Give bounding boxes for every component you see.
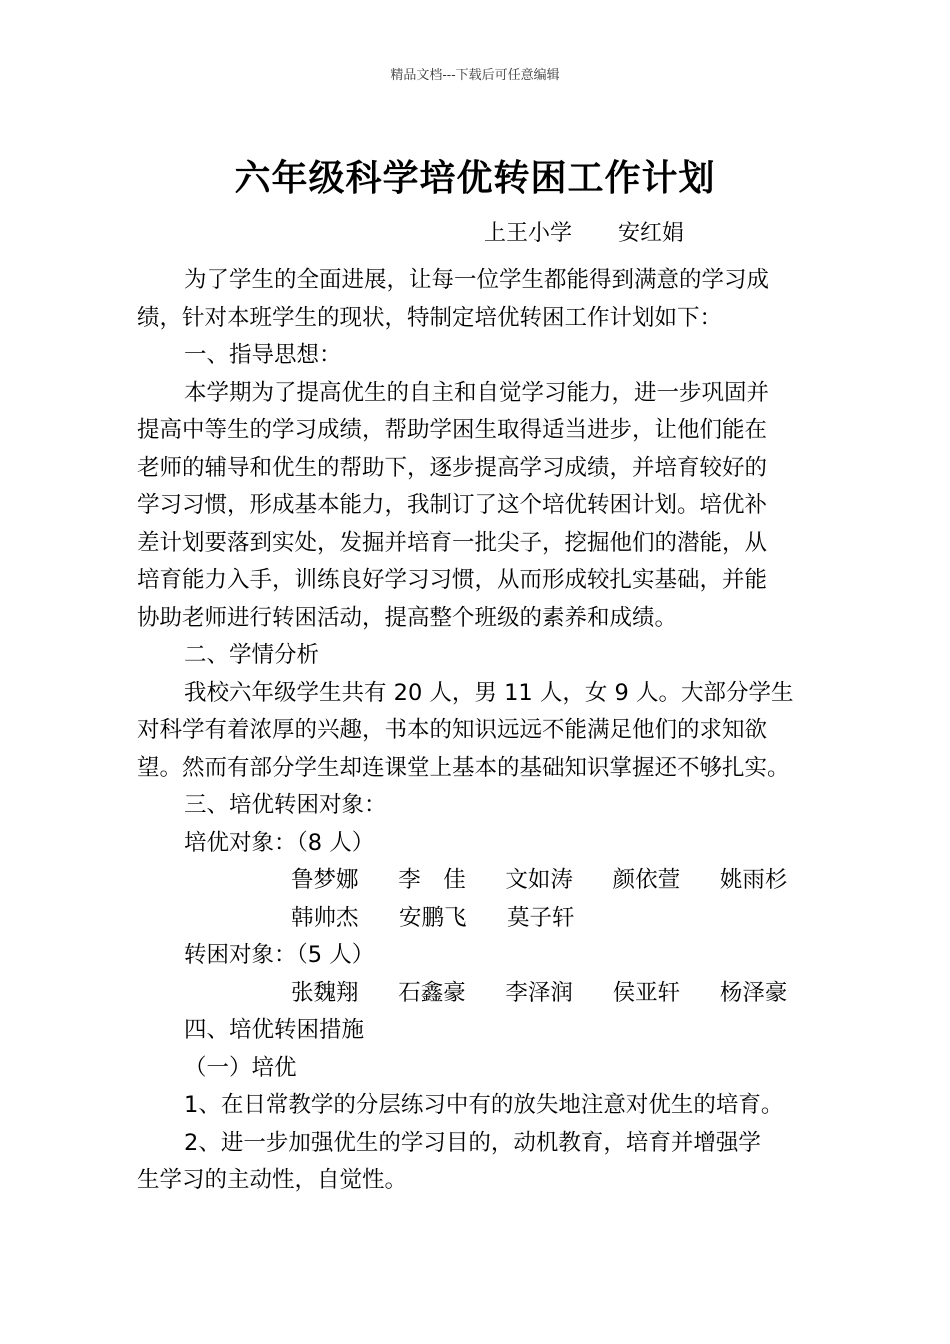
paragraph-line: 本学期为了提高优生的自主和自觉学习能力，进一步巩固并 bbox=[184, 379, 770, 406]
gifted-names-row bbox=[137, 900, 827, 938]
student-name: 姚雨杉 bbox=[719, 867, 788, 893]
student-name: 安鹏飞 bbox=[399, 904, 467, 931]
subsection-heading: （一）培优 bbox=[184, 1054, 297, 1081]
student-name: 石鑫豪 bbox=[398, 979, 466, 1006]
struggling-names-row bbox=[137, 975, 827, 1013]
struggling-label: 转困对象：（5 人） bbox=[184, 942, 375, 968]
paragraph-line: 提高中等生的学习成绩，帮助学困生取得适当进步，让他们能在 bbox=[137, 417, 768, 443]
paragraph-line: 学习习惯，形成基本能力，我制订了这个培优转困计划。培优补 bbox=[137, 492, 768, 518]
author-school: 上王小学 bbox=[484, 221, 573, 246]
author-name: 安红娟 bbox=[618, 221, 685, 246]
paragraph-line: 我校六年级学生共有 20 人，男 11 人，女 9 人。大部分学生 bbox=[184, 679, 794, 706]
paragraph-line: 生学习的主动性，自觉性。 bbox=[137, 1167, 408, 1193]
student-name: 文如涛 bbox=[505, 867, 573, 893]
section-heading: 二、学情分析 bbox=[184, 642, 320, 668]
document-title: 六年级科学培优转困工作计划 bbox=[234, 158, 716, 199]
paragraph-line: 1、在日常教学的分层练习中有的放失地注意对优生的培育。 bbox=[184, 1092, 784, 1118]
gifted-label: 培优对象：（8 人） bbox=[184, 829, 375, 856]
section-heading: 三、培优转困对象： bbox=[184, 792, 387, 818]
paragraph-line: 老师的辅导和优生的帮助下，逐步提高学习成绩，并培育较好的 bbox=[137, 454, 768, 481]
paragraph-line: 对科学有着浓厚的兴趣，书本的知识远远不能满足他们的求知欲 bbox=[137, 717, 768, 743]
student-name: 李泽润 bbox=[505, 979, 573, 1006]
section-heading: 一、指导思想： bbox=[184, 342, 342, 368]
student-name: 张魏翔 bbox=[291, 979, 359, 1006]
page-header: 精品文档---下载后可任意编辑 bbox=[390, 68, 560, 83]
paragraph-line: 培育能力入手，训练良好学习习惯，从而形成较扎实基础，并能 bbox=[137, 567, 768, 593]
paragraph-line: 绩，针对本班学生的现状，特制定培优转困工作计划如下： bbox=[137, 304, 723, 331]
student-name: 韩帅杰 bbox=[291, 904, 359, 931]
paragraph-line: 差计划要落到实处，发掘并培育一批尖子，挖掘他们的潜能，从 bbox=[137, 529, 768, 556]
paragraph-line: 2、进一步加强优生的学习目的，动机教育，培育并增强学 bbox=[184, 1129, 761, 1156]
paragraph-line: 望。然而有部分学生却连课堂上基本的基础知识掌握还不够扎实。 bbox=[137, 754, 790, 781]
author-line bbox=[484, 216, 684, 247]
student-name: 侯亚轩 bbox=[612, 979, 681, 1006]
student-name: 杨泽豪 bbox=[719, 979, 788, 1006]
student-name: 莫子轩 bbox=[507, 904, 575, 931]
document-body bbox=[137, 262, 827, 1200]
student-name: 李 佳 bbox=[398, 867, 466, 893]
section-heading: 四、培优转困措施 bbox=[184, 1017, 365, 1043]
gifted-names-row bbox=[137, 862, 827, 900]
student-name: 鲁梦娜 bbox=[291, 867, 359, 893]
paragraph-line: 协助老师进行转困活动，提高整个班级的素养和成绩。 bbox=[137, 604, 678, 631]
student-name: 颜依萱 bbox=[612, 867, 681, 893]
paragraph-line: 为了学生的全面进展，让每一位学生都能得到满意的学习成 bbox=[184, 267, 770, 293]
